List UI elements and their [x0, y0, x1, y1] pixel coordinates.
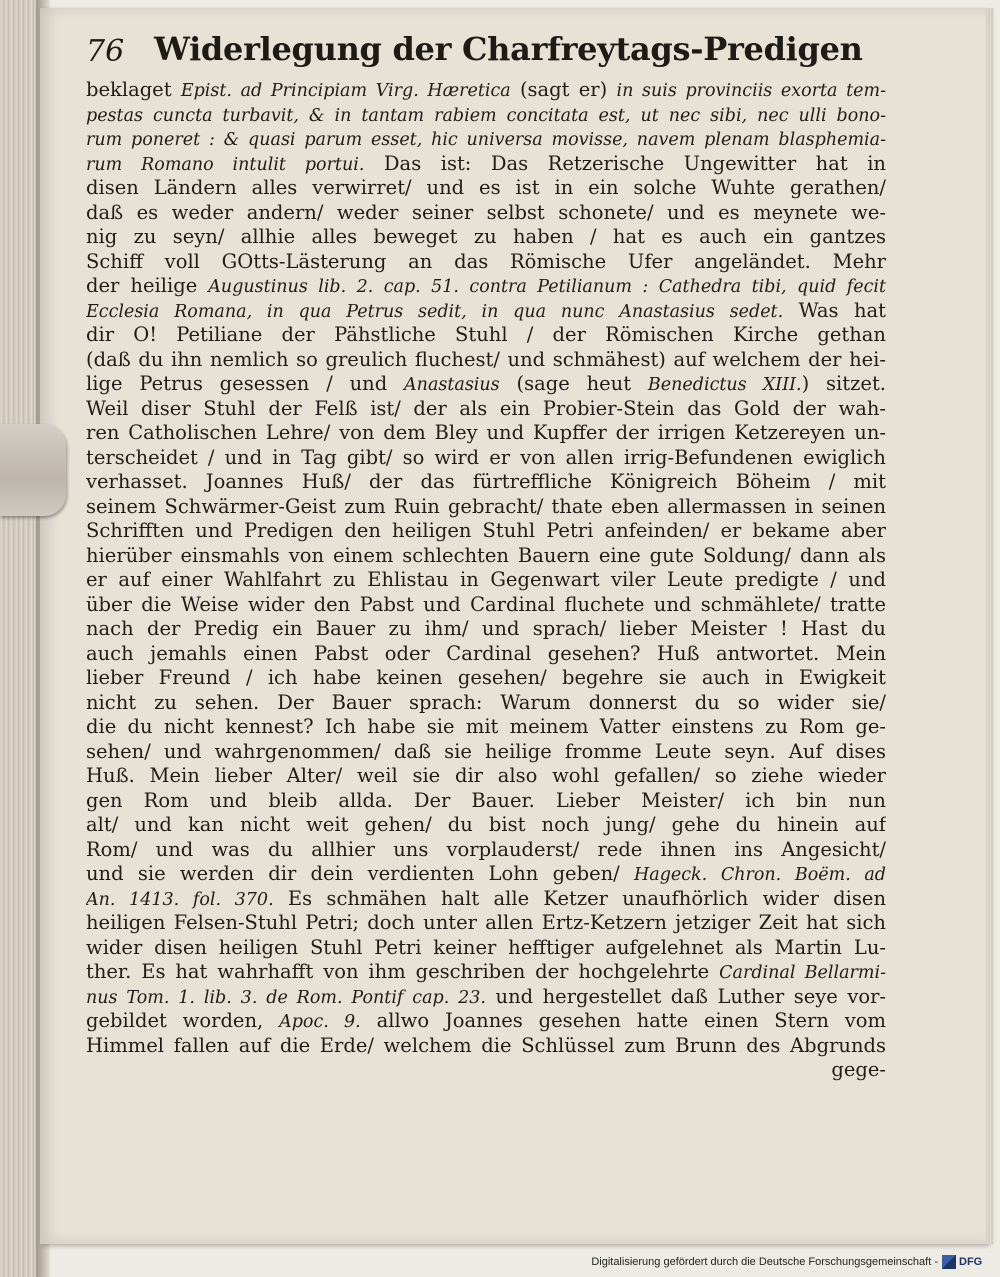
- text-line: [86, 225, 886, 250]
- text-line: [86, 666, 886, 691]
- line-text: Schrifften und Predigen den heiligen Stuhl Petri anfeinden/ er bekame aber: [86, 519, 886, 542]
- text-line: [86, 1009, 886, 1034]
- text-line: [86, 740, 886, 765]
- line-text: gebildet worden,: [86, 1009, 280, 1032]
- line-text: seinem Schwärmer-Geist zum Ruin gebracht/ thate eben allermassen in seinen: [86, 494, 886, 518]
- latin-quote: Hageck. Chron. Boëm. ad: [634, 865, 886, 885]
- line-text: alt/ und kan nicht weit gehen/ du bist noch jung/ gehe du hinein auf: [86, 813, 886, 836]
- latin-quote: in suis provinciis exorta tem-: [616, 81, 886, 101]
- line-text: auch jemahls einen Pabst oder Cardinal gesehen? Huß antwortet. Mein: [86, 641, 886, 665]
- line-text: disen Ländern alles verwirret/ und es ist in ein solche Wuhte gerathen/: [86, 176, 886, 199]
- text-line: [86, 274, 886, 299]
- text-line: [86, 568, 886, 593]
- text-line: [86, 372, 886, 397]
- text-line: [86, 519, 886, 544]
- line-text: Rom/ und was du allhier uns vorplauderst/ rede ihnen ins Angesicht/: [86, 837, 886, 861]
- book-edge-right: [986, 8, 994, 1244]
- latin-quote: rum Romano intulit portui.: [86, 154, 365, 175]
- line-text: (sage heut: [499, 372, 648, 395]
- text-line: [86, 103, 886, 128]
- line-text: die du nicht kennest? Ich habe sie mit meinem Vatter einstens zu Rom ge-: [86, 715, 886, 738]
- line-text: ) sitzet.: [801, 372, 886, 395]
- line-text: nicht zu sehen. Der Bauer sprach: Warum donnerst du so wider sie/: [86, 690, 886, 714]
- latin-quote: Apoc. 9.: [279, 1012, 361, 1032]
- digitization-note: Digitalisierung gefördert durch die Deutsche Forschungsgemeinschaft -: [591, 1256, 938, 1268]
- text-line: [86, 201, 886, 226]
- text-line: [86, 78, 886, 103]
- line-text: (sagt er): [510, 78, 617, 101]
- text-line: [86, 421, 886, 446]
- text-line: [86, 838, 886, 863]
- text-line: [86, 862, 886, 887]
- line-text: und hergestellet daß Luther seye vor-: [486, 984, 886, 1008]
- text-line: [86, 715, 886, 740]
- latin-quote: pestas cuncta turbavit, & in tantam rabiem concitata est, ut nec sibi, nec ulli bono-: [86, 105, 886, 126]
- text-line: [86, 176, 886, 201]
- text-line: [86, 642, 886, 667]
- text-line: [86, 152, 886, 177]
- latin-quote: nus Tom. 1. lib. 3. de Rom. Pontif cap. 23.: [86, 987, 486, 1008]
- line-text: sehen/ und wahrgenommen/ daß sie heilige fromme Leute seyn. Auf dises: [86, 739, 886, 763]
- line-text: wider disen heiligen Stuhl Petri keiner hefftiger aufgelehnet als Martin Lu-: [86, 935, 886, 959]
- text-line: [86, 446, 886, 471]
- latin-quote: An. 1413. fol. 370.: [86, 889, 274, 910]
- dfg-logo: [942, 1254, 986, 1270]
- latin-quote: Anastasius: [404, 375, 500, 395]
- line-text: nig zu seyn/ allhie alles beweget zu haben / hat es auch ein gantzes: [86, 225, 886, 248]
- latin-quote: Augustinus lib. 2. cap. 51. contra Petilianum : Cathedra tibi, quid fecit: [208, 277, 886, 297]
- catchword: gege-: [831, 1058, 886, 1081]
- text-line: [86, 250, 886, 275]
- line-text: dir O! Petiliane der Pähstliche Stuhl / der Römischen Kirche gethan: [86, 323, 886, 346]
- line-text: beklaget: [86, 78, 181, 101]
- text-line: [86, 323, 886, 348]
- line-text: ther. Es hat wahrhafft von ihm geschriben der hochgelehrte: [86, 960, 720, 983]
- text-line: [86, 789, 886, 814]
- latin-quote: rum poneret : & quasi parum esset, hic universa movisse, navem plenam blasphemia-: [86, 130, 886, 150]
- text-line: [86, 127, 886, 152]
- book-edge-left: [0, 0, 40, 1277]
- text-line: [86, 1034, 886, 1059]
- text-line: [86, 911, 886, 936]
- latin-quote: Ecclesia Romana, in qua Petrus sedit, in qua nunc Anastasius sedet.: [86, 301, 784, 322]
- latin-quote: Epist. ad Principiam Virg. Hæretica: [180, 81, 511, 101]
- line-text: (daß du ihn nemlich so greulich fluchest/ und schmähest) auf welchem der hei-: [86, 347, 886, 371]
- line-text: gen Rom und bleib allda. Der Bauer. Lieber Meister/ ich bin nun: [86, 788, 886, 812]
- dfg-logo-text: DFG: [959, 1256, 983, 1268]
- text-line: [86, 691, 886, 716]
- text-line: [86, 813, 886, 838]
- line-text: terscheidet / und in Tag gibt/ so wird er von allen irrig-Befundenen ewiglich: [86, 445, 886, 469]
- text-line: [86, 495, 886, 520]
- text-line: [86, 470, 886, 495]
- text-line: [86, 544, 886, 569]
- line-text: und sie werden dir dein verdienten Lohn geben/: [86, 862, 634, 885]
- line-text: er auf einer Wahlfahrt zu Ehlistau in Gegenwart viler Leute predigte / und: [86, 568, 886, 591]
- page-clip: [0, 424, 66, 516]
- line-text: Himmel fallen auf die Erde/ welchem die Schlüssel zum Brunn des Abgrunds: [86, 1033, 886, 1057]
- line-text: ren Catholischen Lehre/ von dem Bley und Kupffer der irrigen Ketzereyen un-: [86, 421, 886, 444]
- line-text: heiligen Felsen-Stuhl Petri; doch unter allen Ertz-Ketzern jetziger Zeit hat sich: [86, 911, 886, 934]
- line-text: über die Weise wider den Pabst und Cardinal fluchete und schmählete/ tratte: [86, 592, 886, 616]
- running-title: Widerlegung der Charfreytags-Predigen: [154, 30, 863, 68]
- text-line: [86, 985, 886, 1010]
- dfg-logo-icon: [942, 1255, 956, 1269]
- text-line: [86, 593, 886, 618]
- page-number: 76: [86, 34, 125, 69]
- line-text: Weil diser Stuhl der Felß ist/ der als ein Probier-Stein das Gold der wah-: [86, 396, 886, 420]
- text-line: [86, 397, 886, 422]
- text-line: [86, 764, 886, 789]
- latin-quote: Cardinal Bellarmi-: [719, 963, 886, 983]
- line-text: lieber Freund / ich habe keinen gesehen/ begehre sie auch in Ewigkeit: [86, 666, 886, 689]
- line-text: Huß. Mein lieber Alter/ weil sie dir also wohl gefallen/ so ziehe wieder: [86, 764, 886, 787]
- text-line: [86, 960, 886, 985]
- body-text: [86, 78, 886, 1083]
- line-text: lige Petrus gesessen / und: [86, 372, 405, 395]
- line-text: Es schmähen halt alle Ketzer unaufhörlich wider disen: [273, 886, 886, 910]
- line-text: Schiff voll GOtts-Lästerung an das Römische Ufer angeländet. Mehr: [86, 249, 886, 273]
- line-text: der heilige: [86, 274, 209, 297]
- text-line: [86, 299, 886, 324]
- line-text: Was hat: [783, 298, 886, 322]
- text-line: [86, 887, 886, 912]
- line-text: nach der Predig ein Bauer zu ihm/ und sprach/ lieber Meister ! Hast du: [86, 617, 886, 640]
- page-header: [86, 30, 886, 80]
- line-text: allwo Joannes gesehen hatte einen Stern vom: [360, 1009, 886, 1032]
- text-line: [86, 348, 886, 373]
- text-line: [86, 617, 886, 642]
- line-text: Das ist: Das Retzerische Ungewitter hat in: [364, 151, 886, 175]
- line-text: verhasset. Joannes Huß/ der das fürtreffliche Königreich Böheim / mit: [86, 470, 886, 493]
- text-line: [86, 936, 886, 961]
- line-text: daß es weder andern/ weder seiner selbst schonete/ und es meynete we-: [86, 200, 886, 224]
- line-text: hierüber einsmahls von einem schlechten Bauern eine gute Soldung/ dann als: [86, 543, 886, 567]
- latin-quote: Benedictus XIII.: [647, 375, 802, 395]
